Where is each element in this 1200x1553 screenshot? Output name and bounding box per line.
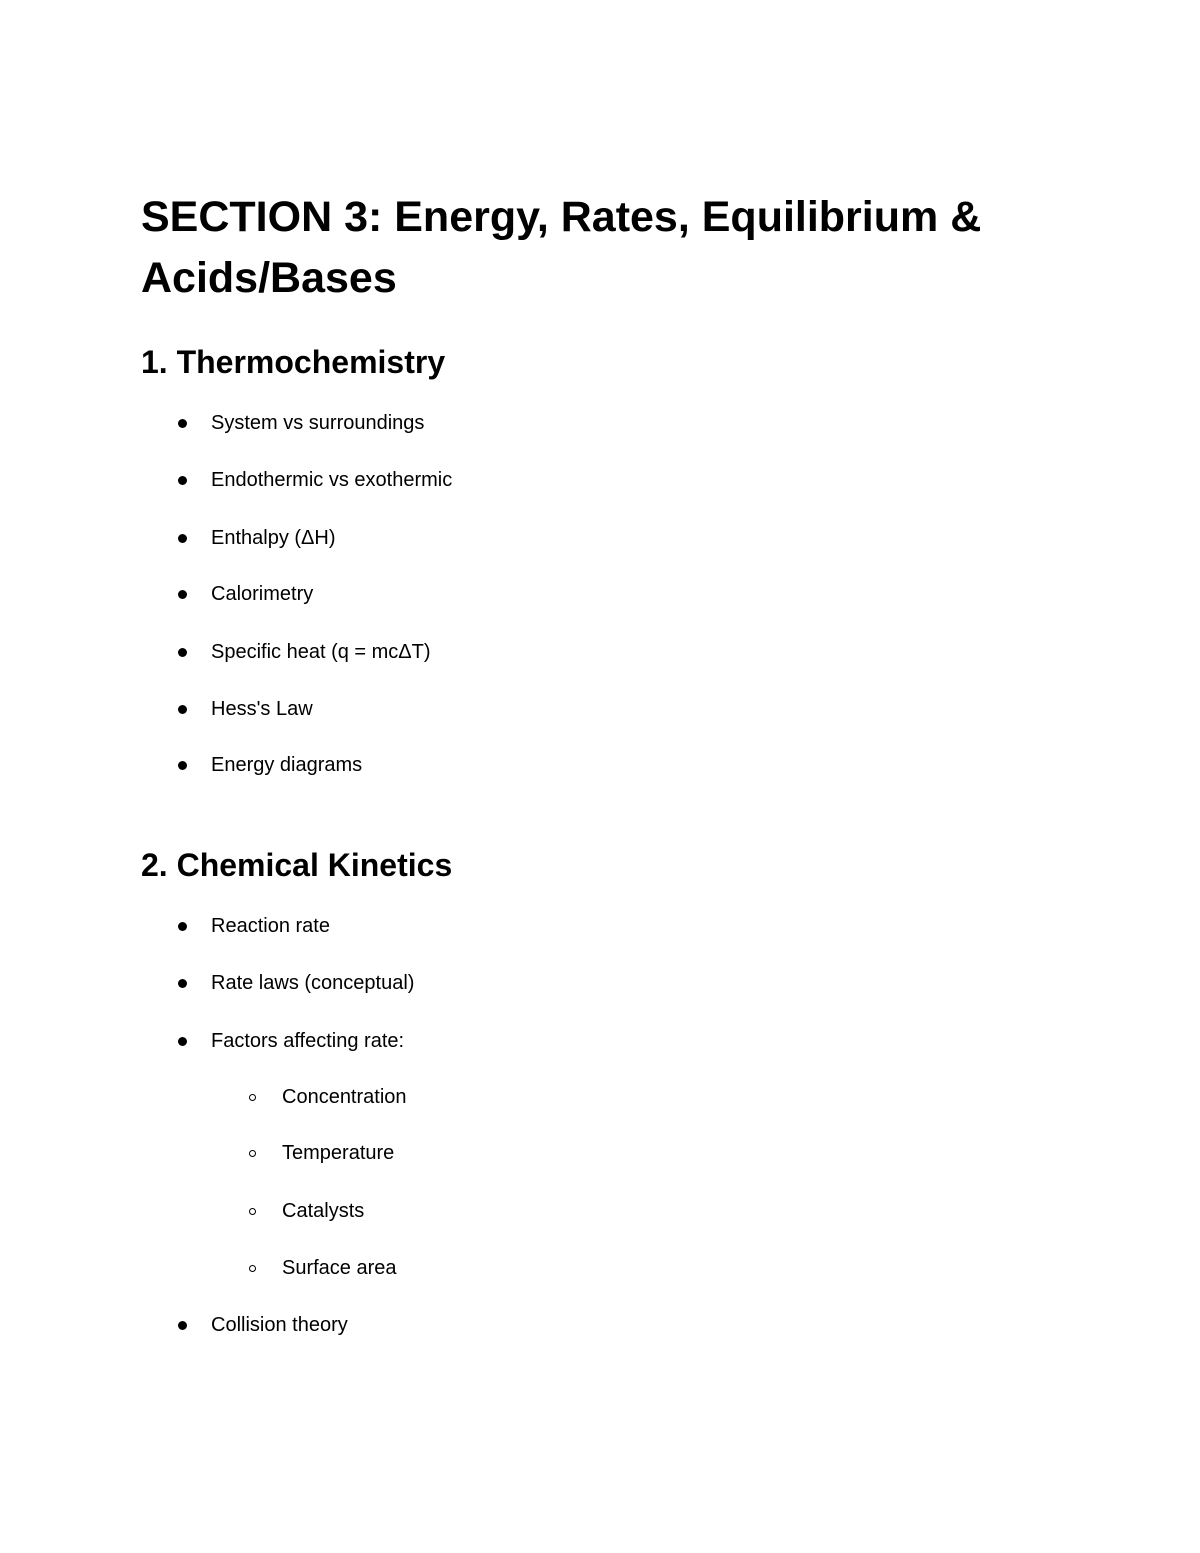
list-item: Calorimetry <box>211 583 314 605</box>
sub-list-item: Concentration <box>282 1086 407 1108</box>
bullet-disc-icon <box>178 419 187 428</box>
list-item: Enthalpy (ΔH) <box>211 527 336 549</box>
list-item: Factors affecting rate: <box>211 1030 405 1052</box>
sub-list-item: Surface area <box>282 1257 397 1279</box>
list-item: Hess's Law <box>211 698 313 720</box>
bullet-disc-icon <box>178 1321 187 1330</box>
list-item: Rate laws (conceptual) <box>211 972 415 994</box>
sub-list-item: Temperature <box>282 1142 395 1164</box>
list-item: Collision theory <box>211 1314 348 1336</box>
list-item: Specific heat (q = mcΔT) <box>211 641 431 663</box>
sub-list-item: Catalysts <box>282 1200 365 1222</box>
bullet-disc-icon <box>178 648 187 657</box>
bullet-disc-icon <box>178 761 187 770</box>
list-item: Energy diagrams <box>211 754 363 776</box>
section-heading-thermochemistry: 1. Thermochemistry <box>141 344 446 380</box>
page-title: SECTION 3: Energy, Rates, Equilibrium & Acids/Bases <box>141 193 982 302</box>
bullet-disc-icon <box>178 1037 187 1046</box>
bullet-disc-icon <box>178 705 187 714</box>
bullet-circle-icon <box>249 1150 256 1157</box>
bullet-disc-icon <box>178 590 187 599</box>
list-item: System vs surroundings <box>211 412 425 434</box>
bullet-disc-icon <box>178 476 187 485</box>
list-item: Reaction rate <box>211 915 330 937</box>
list-item: Endothermic vs exothermic <box>211 469 453 491</box>
bullet-circle-icon <box>249 1208 256 1215</box>
bullet-disc-icon <box>178 534 187 543</box>
bullet-disc-icon <box>178 979 187 988</box>
section-heading-chemical-kinetics: 2. Chemical Kinetics <box>141 847 453 883</box>
bullet-circle-icon <box>249 1094 256 1101</box>
bullet-disc-icon <box>178 922 187 931</box>
bullet-circle-icon <box>249 1265 256 1272</box>
